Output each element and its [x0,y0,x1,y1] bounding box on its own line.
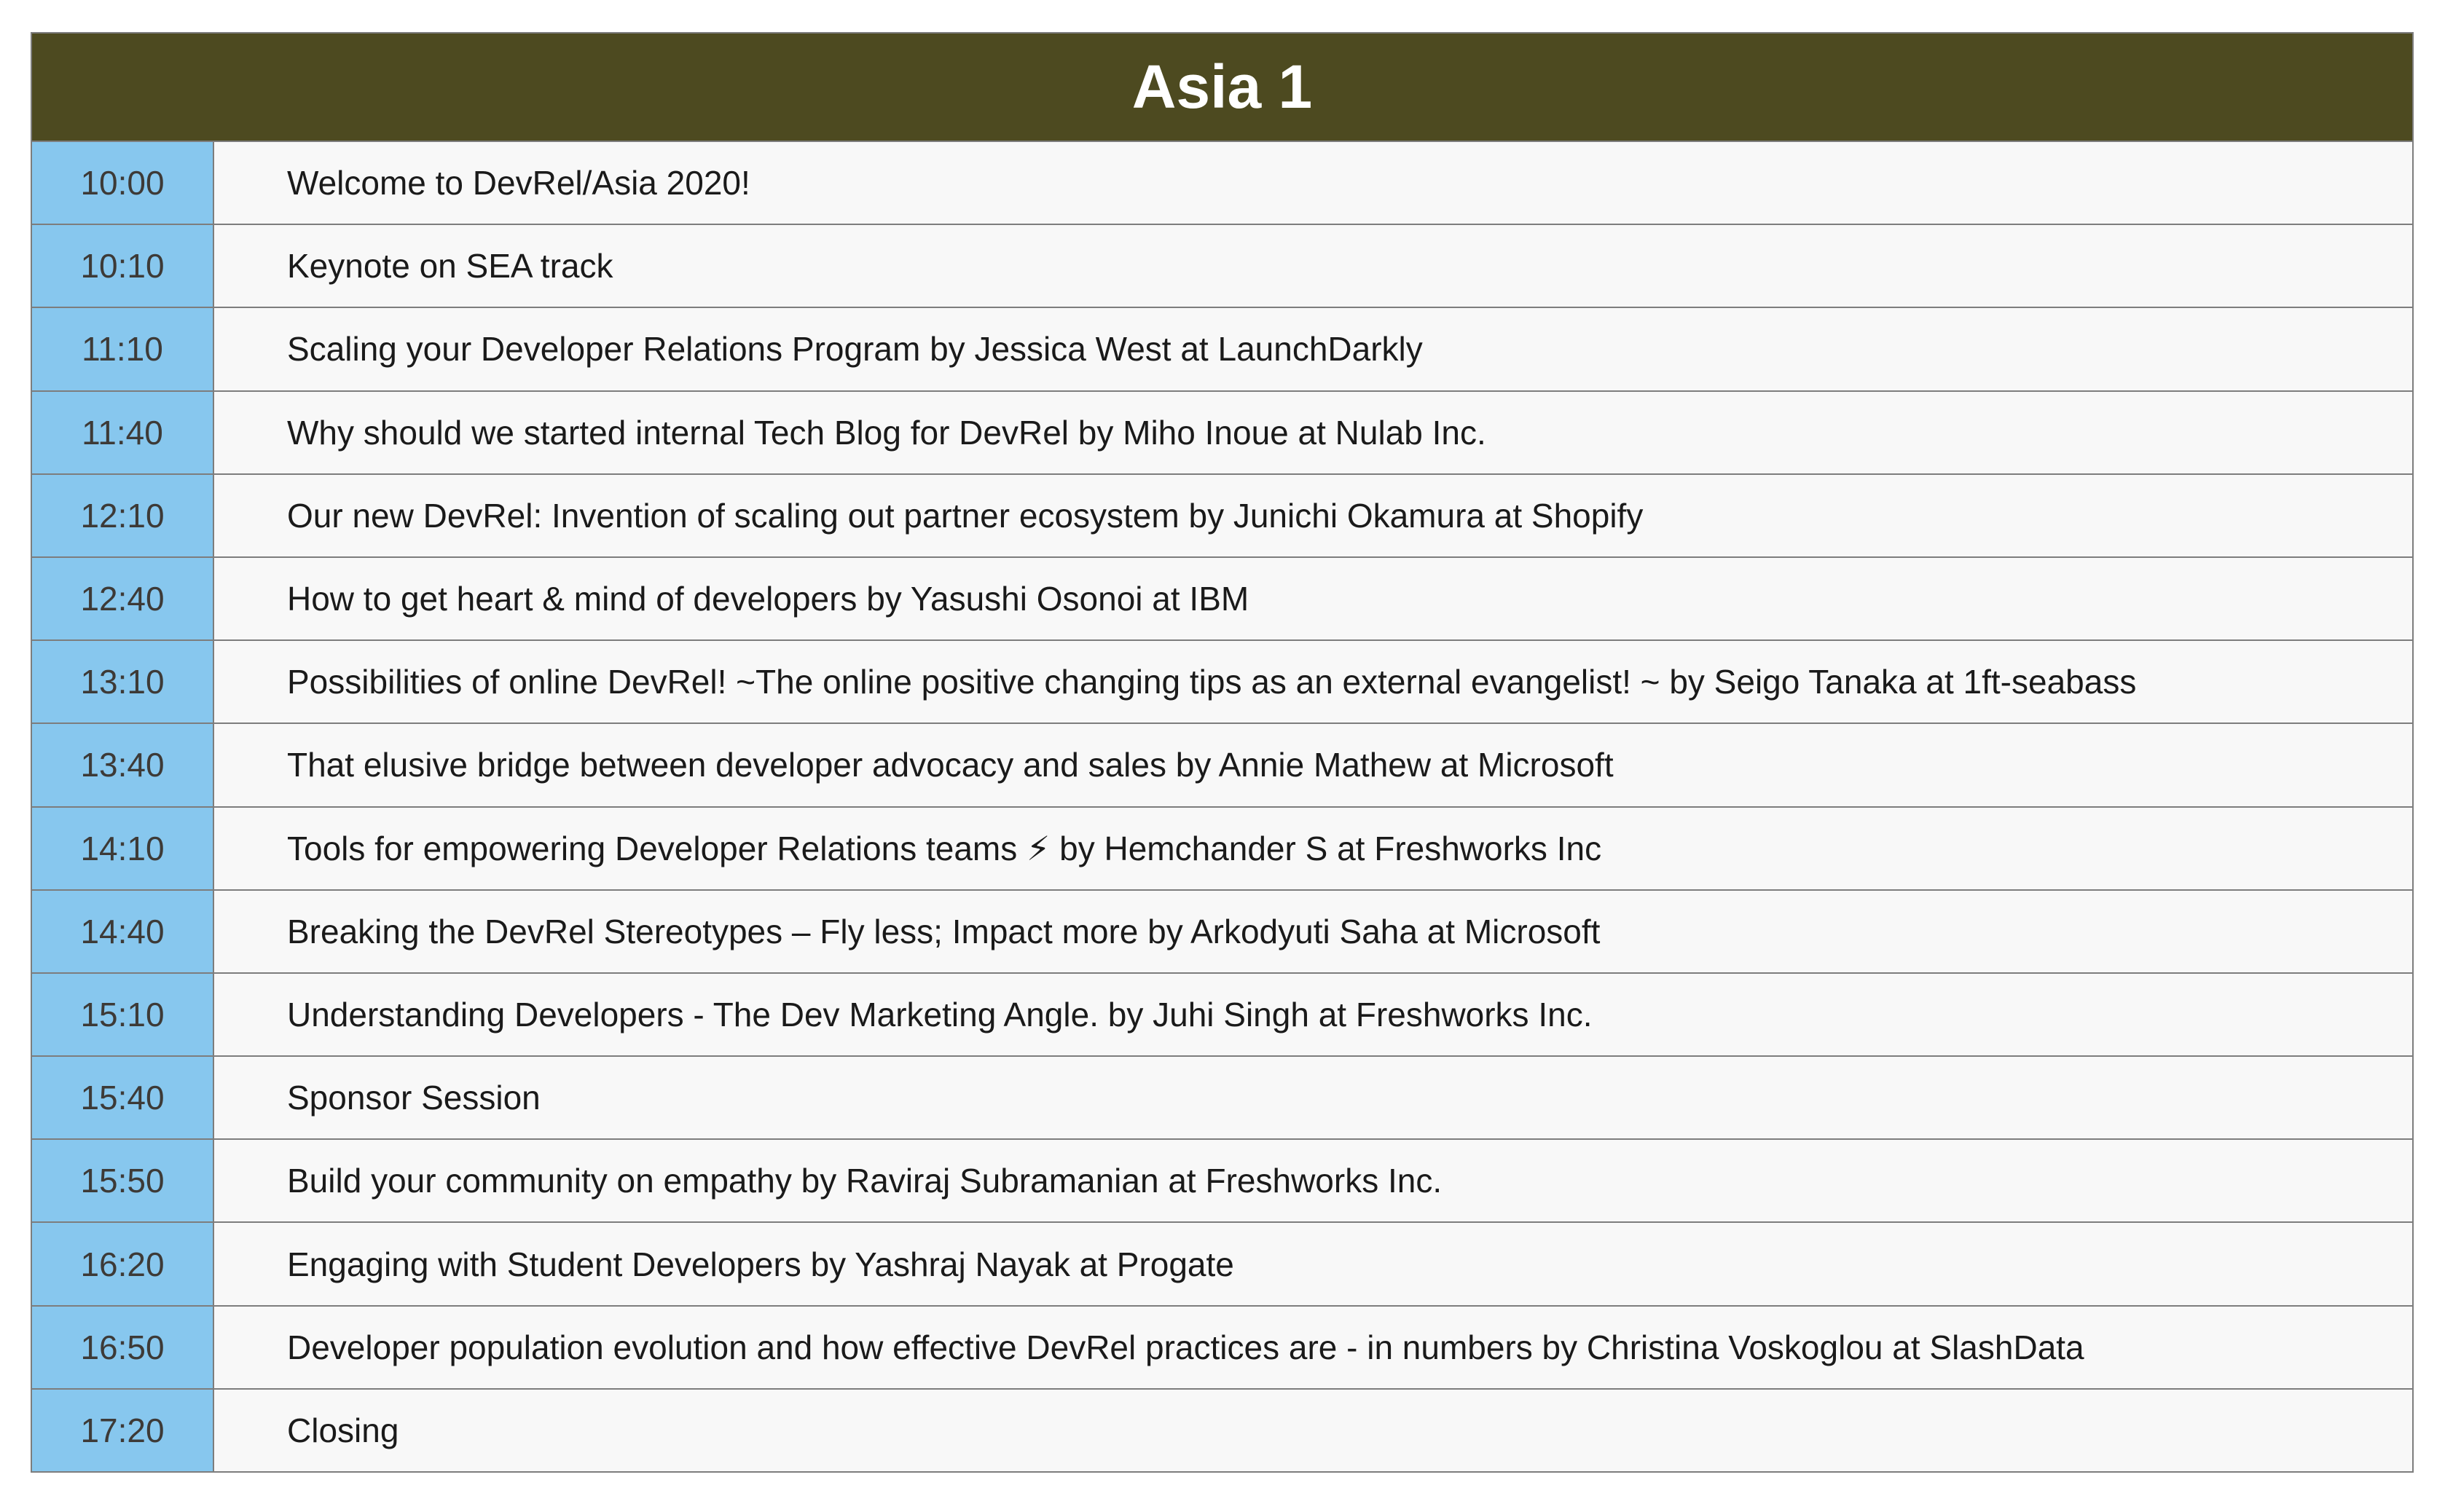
time-cell: 16:50 [32,1307,214,1388]
schedule-row [32,1305,2412,1388]
time-cell: 12:10 [32,475,214,556]
time-cell: 15:40 [32,1057,214,1138]
session-cell: Build your community on empathy by Raviraj Subramanian at Freshworks Inc. [287,1162,1443,1200]
time-cell: 10:10 [32,225,214,307]
session-cell: Engaging with Student Developers by Yashraj Nayak at Progate [287,1245,1234,1283]
session-cell: Sponsor Session [287,1079,541,1117]
session-cell: Breaking the DevRel Stereotypes – Fly less; Impact more by Arkodyuti Saha at Microsoft [287,912,1601,950]
track-title: Asia 1 [1131,52,1313,121]
session-cell: That elusive bridge between developer advocacy and sales by Annie Mathew at Microsoft [287,746,1614,784]
track-header [32,34,2412,141]
session-cell: Keynote on SEA track [287,247,613,286]
schedule-row [32,1388,2412,1471]
session-cell: Scaling your Developer Relations Program by Jessica West at LaunchDarkly [287,330,1423,369]
session-cell: Possibilities of online DevRel! ~The online positive changing tips as an external evangelist! ~ by Seigo Tanaka at 1ft-seabass [287,663,2137,701]
schedule-row [32,1138,2412,1221]
session-cell: Why should we started internal Tech Blog for DevRel by Miho Inoue at Nulab Inc. [287,413,1486,452]
time-cell: 10:00 [32,142,214,224]
schedule-board [31,32,2414,1473]
session-cell: Welcome to DevRel/Asia 2020! [287,164,750,202]
schedule-row [32,1055,2412,1138]
time-cell: 14:10 [32,808,214,889]
time-cell: 13:40 [32,724,214,806]
session-cell: Our new DevRel: Invention of scaling out partner ecosystem by Junichi Okamura at Shopify [287,496,1644,535]
schedule-row [32,141,2412,224]
schedule-rows [32,141,2412,1471]
session-cell: Tools for empowering Developer Relations teams ⚡ by Hemchander S at Freshworks Inc [287,829,1602,867]
time-cell: 14:40 [32,891,214,972]
schedule-row [32,639,2412,722]
time-cell: 15:50 [32,1140,214,1221]
session-cell: Closing [287,1411,399,1449]
time-cell: 17:20 [32,1390,214,1471]
time-cell: 11:40 [32,392,214,473]
time-cell: 15:10 [32,974,214,1055]
schedule-row [32,307,2412,390]
session-cell: How to get heart & mind of developers by Yasushi Osonoi at IBM [287,580,1249,618]
schedule-row [32,806,2412,889]
time-cell: 11:10 [32,308,214,390]
schedule-row [32,556,2412,639]
schedule-row [32,224,2412,307]
schedule-row [32,889,2412,972]
schedule-row [32,722,2412,806]
schedule-row [32,972,2412,1055]
schedule-row [32,473,2412,556]
time-cell: 12:40 [32,558,214,639]
time-cell: 13:10 [32,641,214,722]
session-cell: Developer population evolution and how effective DevRel practices are - in numbers by Christina Voskoglou at SlashData [287,1328,2084,1366]
time-cell: 16:20 [32,1223,214,1304]
schedule-row [32,390,2412,473]
schedule-row [32,1221,2412,1304]
session-cell: Understanding Developers - The Dev Marketing Angle. by Juhi Singh at Freshworks Inc. [287,995,1593,1033]
